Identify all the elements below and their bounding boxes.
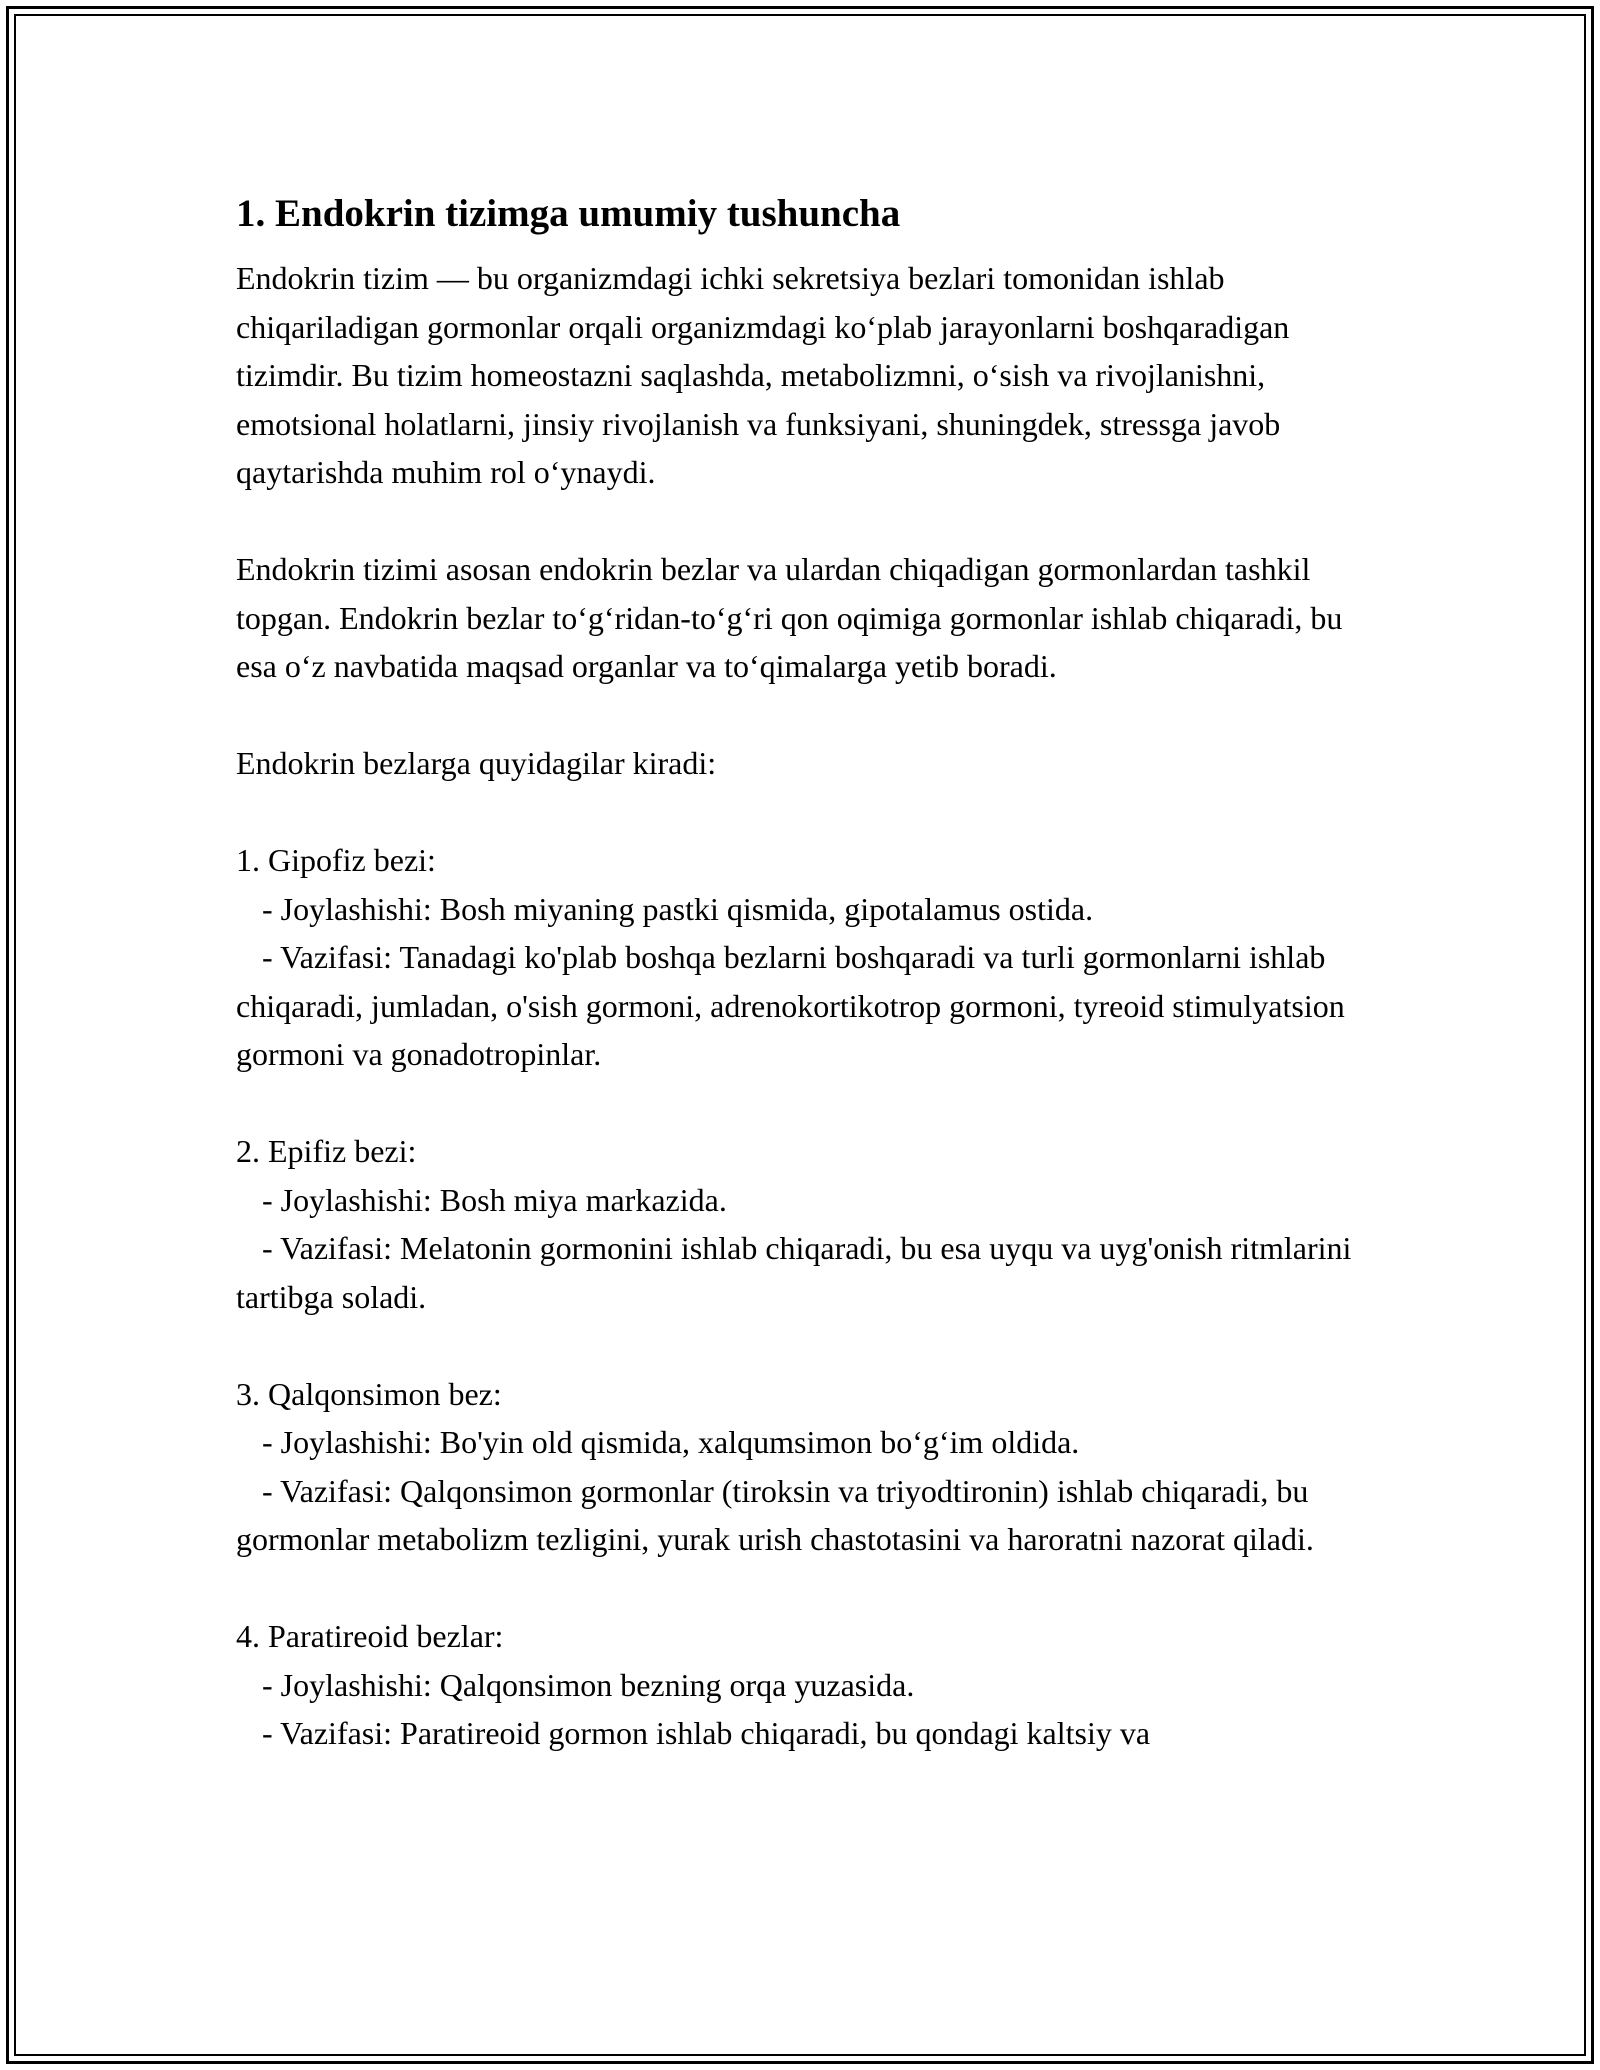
gland-function-text: - Vazifasi: Paratireoid gormon ishlab chiqaradi, bu qondagi kaltsiy va	[262, 1715, 1151, 1751]
composition-paragraph: Endokrin tizimi asosan endokrin bezlar va ulardan chiqadigan gormonlardan tashkil topgan. Endokrin bezlar to‘g‘ridan-to‘g‘ri qon oqimiga gormonlar ishlab chiqaradi, bu esa o‘z navbatida maqsad organlar va to‘qimalarga yetib boradi.	[236, 551, 1351, 684]
gland-function-text: - Vazifasi: Qalqonsimon gormonlar (tiroksin va triyodtironin) ishlab chiqaradi, bu gormonlar metabolizm tezligini, yurak urish chastotasini va haroratni nazorat qiladi.	[236, 1472, 1317, 1557]
paragraph-gap	[236, 1321, 1376, 1370]
gland-function-text: - Vazifasi: Melatonin gormonini ishlab chiqaradi, bu esa uyqu va uyg'onish ritmlarini tartibga soladi.	[236, 1230, 1360, 1315]
gland-function	[236, 933, 1376, 1079]
gland-location: - Joylashishi: Bo'yin old qismida, xalqumsimon bo‘g‘im oldida.	[262, 1424, 1080, 1460]
paragraph-gap	[236, 788, 1376, 837]
gland-title: 1. Gipofiz bezi:	[236, 842, 436, 878]
gland-title: 4. Paratireoid bezlar:	[236, 1618, 504, 1654]
gland-function-text: - Vazifasi: Tanadagi ko'plab boshqa bezlarni boshqaradi va turli gormonlarni ishlab chiqaradi, jumladan, o'sish gormoni, adrenokortikotrop gormoni, tyreoid stimulyatsion gormoni va gonadotropinlar.	[236, 939, 1353, 1072]
gland-item-thyroid	[236, 1370, 1376, 1564]
gland-function	[236, 1709, 1376, 1758]
section-heading: 1. Endokrin tizimga umumiy tushuncha	[236, 192, 901, 235]
document-body	[236, 186, 1376, 1758]
gland-item-pineal	[236, 1127, 1376, 1321]
gland-title: 3. Qalqonsimon bez:	[236, 1375, 502, 1412]
gland-function	[236, 1467, 1376, 1564]
intro-paragraph: Endokrin tizim — bu organizmdagi ichki sekretsiya bezlari tomonidan ishlab chiqariladigan gormonlar orqali organizmdagi ko‘plab jarayonlarni boshqaradigan tizimdir. Bu tizim homeostazni saqlashda, metabolizmni, o‘sish va rivojlanishni, emotsional holatlarni, jinsiy rivojlanish va funksiyani, shuningdek, stressga javob qaytarishda muhim rol o‘ynaydi.	[236, 260, 1298, 490]
gland-item-parathyroid	[236, 1612, 1376, 1758]
gland-location: - Joylashishi: Qalqonsimon bezning orqa yuzasida.	[262, 1666, 915, 1703]
gland-list-intro: Endokrin bezlarga quyidagilar kiradi:	[236, 745, 717, 781]
gland-function	[236, 1224, 1376, 1321]
paragraph-gap	[236, 691, 1376, 740]
gland-title: 2. Epifiz bezi:	[236, 1133, 417, 1169]
paragraph-gap	[236, 497, 1376, 546]
gland-location: - Joylashishi: Bosh miyaning pastki qismida, gipotalamus ostida.	[262, 890, 1094, 927]
gland-item-pituitary	[236, 836, 1376, 1079]
paragraph-gap	[236, 1079, 1376, 1128]
gland-location: - Joylashishi: Bosh miya markazida.	[262, 1181, 727, 1218]
paragraph-gap	[236, 1564, 1376, 1613]
